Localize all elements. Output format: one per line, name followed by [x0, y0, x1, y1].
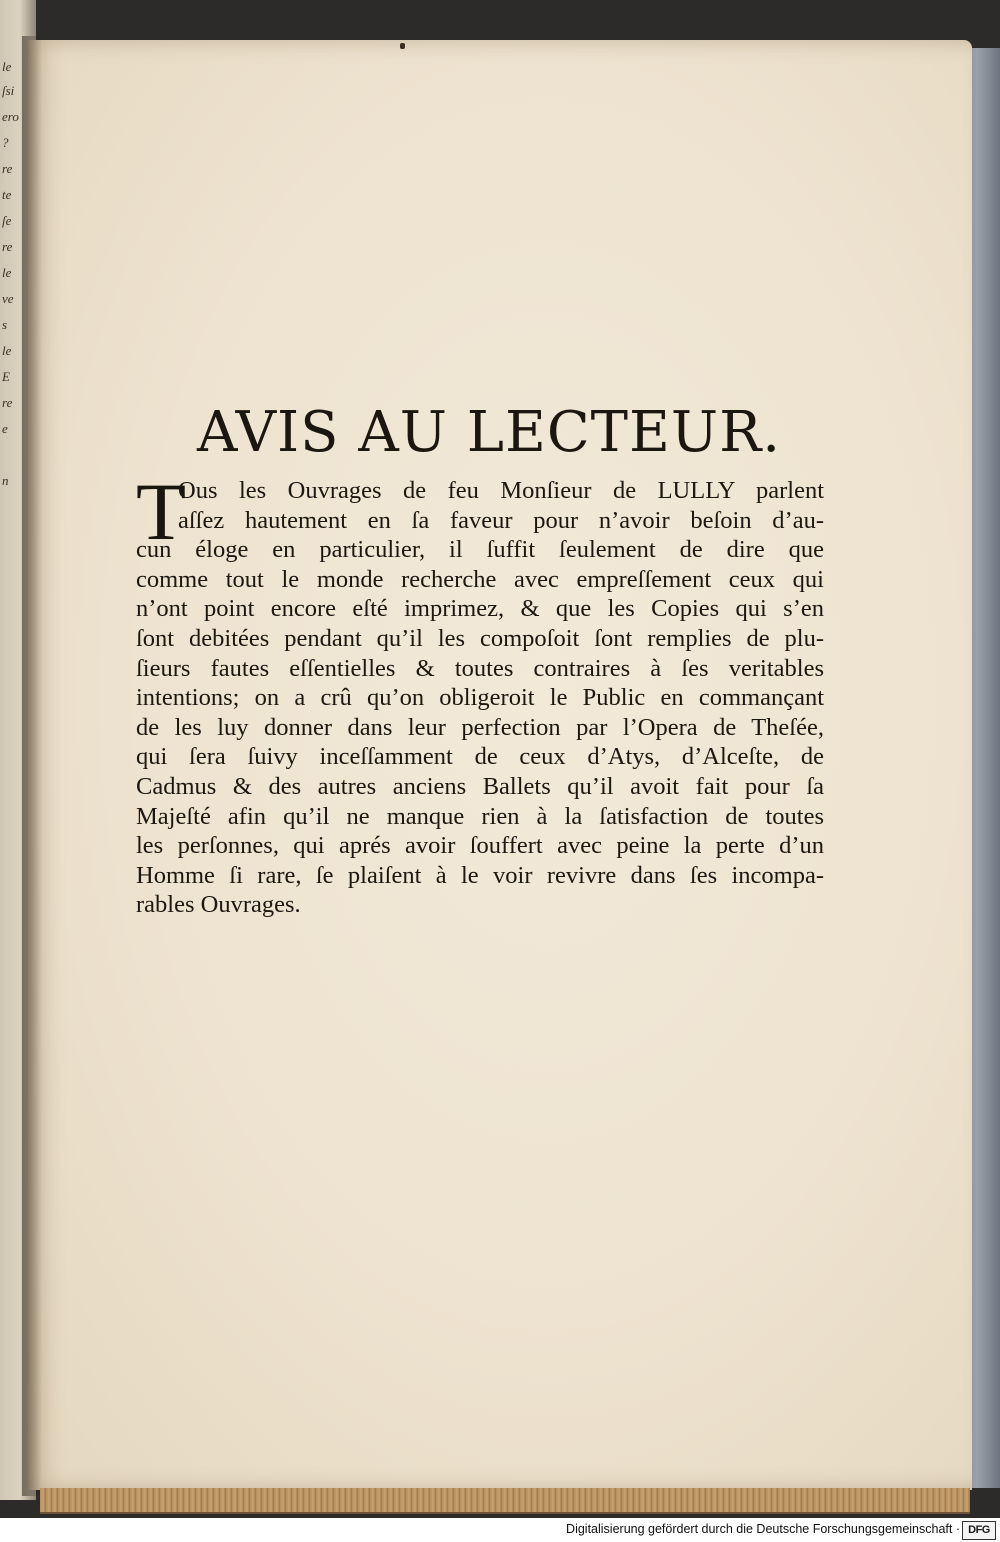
- margin-fragment: re: [2, 395, 13, 410]
- funding-credit: Digitalisierung gefördert durch die Deutsche Forschungsgemeinschaft ·: [566, 1522, 960, 1536]
- text-line: les perſonnes, qui aprés avoir ſouffert avec peine la perte d’un: [136, 832, 824, 860]
- text-line: aſſez hautement en ſa faveur pour n’avoir beſoin d’au-: [178, 506, 824, 534]
- text-line: ſieurs fautes eſſentielles & toutes contraires à ſes veritables: [136, 654, 824, 682]
- text-line: qui ſera ſuivy inceſſamment de ceux d’Atys, d’Alceſte, de: [136, 743, 824, 771]
- margin-fragment: ſsi: [2, 83, 15, 98]
- ink-speck: [400, 43, 405, 49]
- text-line: de les luy donner dans leur perfection par l’Opera de Theſée,: [136, 713, 824, 741]
- text-line: Cadmus & des autres anciens Ballets qu’il avoit fait pour ſa: [136, 772, 824, 800]
- page-heading: AVIS AU LECTEUR.: [196, 400, 782, 465]
- margin-fragment: le: [2, 265, 12, 280]
- text-line: n’ont point encore eſté imprimez, & que les Copies qui s’en: [136, 595, 824, 623]
- text-line: rables Ouvrages.: [136, 891, 301, 919]
- margin-fragment: ero: [2, 109, 19, 124]
- margin-fragment: E: [2, 369, 10, 384]
- text-line: Ous les Ouvrages de feu Monſieur de LULLY parlent: [178, 477, 824, 504]
- margin-fragment: s: [2, 317, 8, 332]
- gutter-shadow: [22, 36, 42, 1496]
- margin-fragment: le: [2, 343, 12, 358]
- page-bottom-edge: [40, 1488, 970, 1514]
- text-line: Majeſté afin qu’il ne manque rien à la ſatisfaction de toutes: [136, 802, 824, 830]
- text-line: Homme ſi rare, ſe plaiſent à le voir revivre dans ſes incompa-: [136, 861, 824, 889]
- margin-fragment: ve: [2, 291, 14, 306]
- margin-fragment: e: [2, 421, 8, 436]
- drop-cap: T: [136, 466, 187, 557]
- credit-bar: [0, 1518, 1000, 1542]
- text-line: comme tout le monde recherche avec empreſſement ceux qui: [136, 565, 824, 593]
- margin-fragment: re: [2, 161, 13, 176]
- margin-fragment: ſe: [2, 213, 12, 228]
- margin-fragment: re: [2, 239, 13, 254]
- dfg-logo: DFG: [962, 1521, 996, 1540]
- margin-fragment: le: [2, 59, 12, 74]
- text-line: cun éloge en particulier, il ſuffit ſeulement de dire que: [136, 536, 824, 564]
- text-line: intentions; on a crû qu’on obligeroit le Public en commançant: [136, 684, 824, 712]
- body-paragraph: [136, 466, 824, 920]
- margin-fragment: te: [2, 187, 12, 202]
- margin-fragment: ?: [2, 135, 9, 150]
- text-line: ſont debitées pendant qu’il les compoſoit ſont remplies de plu-: [136, 624, 824, 652]
- margin-fragment: n: [2, 473, 9, 488]
